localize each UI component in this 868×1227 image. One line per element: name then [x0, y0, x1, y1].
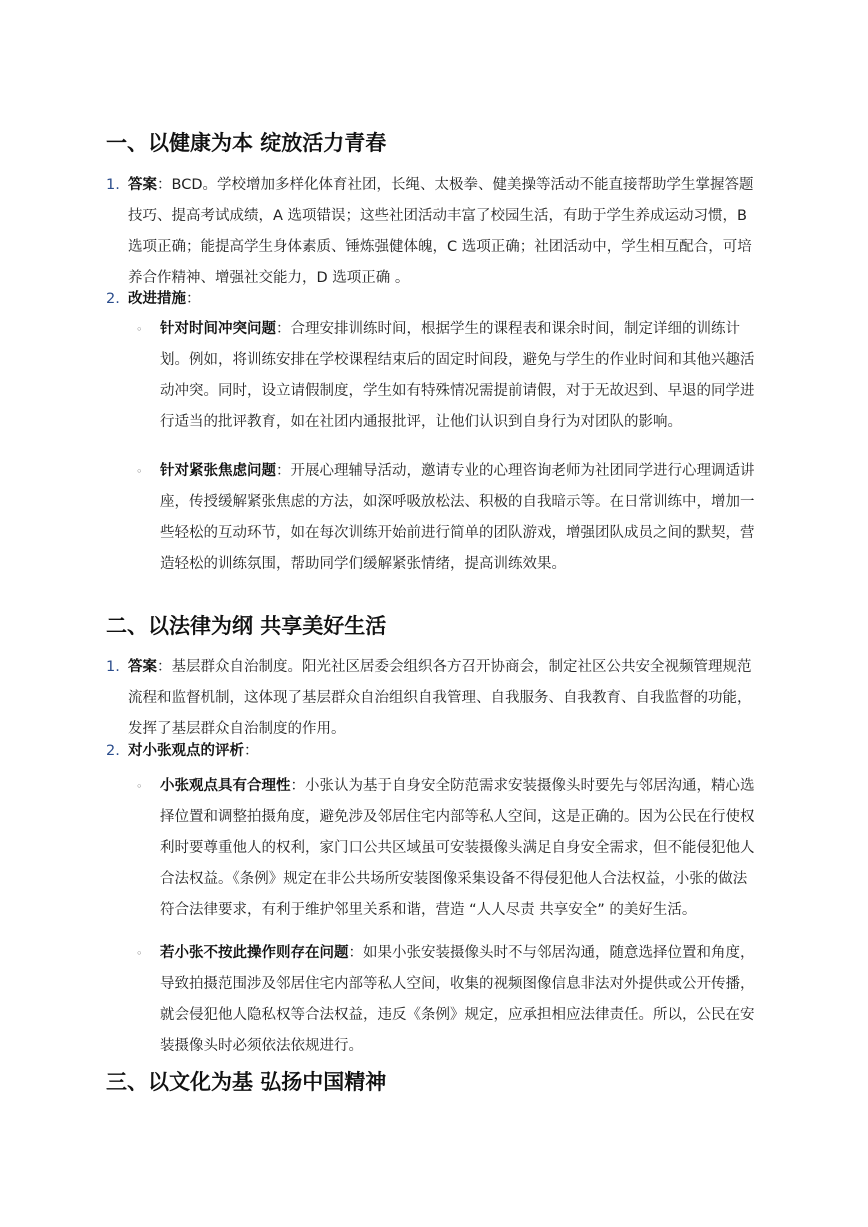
bullet-marker-icon: ◦ [136, 780, 143, 793]
list-item-s1-2 [106, 284, 756, 315]
bullet-label: 若小张不按此操作则存在问题 [160, 945, 349, 961]
bullet-label: 针对时间冲突问题 [160, 321, 276, 337]
bullet-item-s1-2 [136, 456, 756, 580]
list-number: 1. [106, 177, 120, 193]
list-number: 2. [106, 291, 120, 307]
list-item-s1-1 [106, 170, 756, 294]
bullet-text: 小张认为基于自身安全防范需求安装摄像头时要先与邻居沟通，精心选择位置和调整拍摄角度，避免涉及邻居住宅内部等私人空间，这是正确的。因为公民在行使权利时要尊重他人的权利，家门口公共区域虽可安装摄像头满足自身安全需求，但不能侵犯他人合法权益。《条例》规定在非公共场所安装图像采集设备不得侵犯他人合法权益，小张的做法符合法律要求，有利于维护邻里关系和谐，营造 “人人尽责 共享安全” 的美好生活。 [160, 778, 755, 918]
label-separator: ： [157, 659, 172, 675]
bullet-marker-icon: ◦ [136, 465, 143, 478]
item-text: 基层群众自治制度。阳光社区居委会组织各方召开协商会，制定社区公共安全视频管理规范流程和监督机制，这体现了基层群众自治组织自我管理、自我服务、自我教育、自我监督的功能，发挥了基层群众自治制度的作用。 [128, 659, 752, 737]
item-label: 改进措施 [128, 291, 186, 307]
list-item-s2-2 [106, 736, 756, 767]
bullet-label: 针对紧张焦虑问题 [160, 463, 276, 479]
item-label: 对小张观点的评析 [128, 743, 244, 759]
list-number: 1. [106, 659, 120, 675]
bullet-item-s2-2 [136, 938, 756, 1062]
bullet-label: 小张观点具有合理性 [160, 778, 291, 794]
bullet-text: 如果小张安装摄像头时不与邻居沟通，随意选择位置和角度，导致拍摄范围涉及邻居住宅内部等私人空间，收集的视频图像信息非法对外提供或公开传播，就会侵犯他人隐私权等合法权益，违反《条例》规定，应承担相应法律责任。所以，公民在安装摄像头时必须依法依规进行。 [160, 945, 755, 1054]
label-separator: ： [244, 743, 259, 759]
item-label: 答案 [128, 659, 157, 675]
item-label: 答案 [128, 177, 157, 193]
label-separator: ： [157, 177, 172, 193]
bullet-marker-icon: ◦ [136, 323, 143, 336]
label-separator: ： [276, 463, 291, 479]
label-separator: ： [186, 291, 201, 307]
label-separator: ： [348, 945, 363, 961]
bullet-item-s1-1 [136, 314, 756, 438]
bullet-text: 合理安排训练时间，根据学生的课程表和课余时间，制定详细的训练计划。例如，将训练安排在学校课程结束后的固定时间段，避免与学生的作业时间和其他兴趣活动冲突。同时，设立请假制度，学生如有特殊情况需提前请假，对于无故迟到、早退的同学进行适当的批评教育，如在社团内通报批评，让他们认识到自身行为对团队的影响。 [160, 321, 755, 430]
section-title-3: 三、以文化为基 弘扬中国精神 [106, 1070, 387, 1094]
label-separator: ： [290, 778, 305, 794]
label-separator: ： [276, 321, 291, 337]
bullet-marker-icon: ◦ [136, 947, 143, 960]
section-title-2: 二、以法律为纲 共享美好生活 [106, 614, 387, 638]
bullet-text: 开展心理辅导活动，邀请专业的心理咨询老师为社团同学进行心理调适讲座，传授缓解紧张焦虑的方法，如深呼吸放松法、积极的自我暗示等。在日常训练中，增加一些轻松的互动环节，如在每次训练开始前进行简单的团队游戏，增强团队成员之间的默契，营造轻松的训练氛围，帮助同学们缓解紧张情绪，提高训练效果。 [160, 463, 755, 572]
section-title-1: 一、以健康为本 绽放活力青春 [106, 131, 387, 155]
list-number: 2. [106, 743, 120, 759]
list-item-s2-1 [106, 652, 756, 745]
bullet-item-s2-1 [136, 771, 756, 926]
item-text: BCD。学校增加多样化体育社团，长绳、太极拳、健美操等活动不能直接帮助学生掌握答题技巧、提高考试成绩，A 选项错误；这些社团活动丰富了校园生活，有助于学生养成运动习惯，B 选项正确；能提高学生身体素质、锤炼强健体魄，C 选项正确；社团活动中，学生相互配合，可培养合作精神、增强社交能力，D 选项正确 。 [128, 177, 754, 286]
